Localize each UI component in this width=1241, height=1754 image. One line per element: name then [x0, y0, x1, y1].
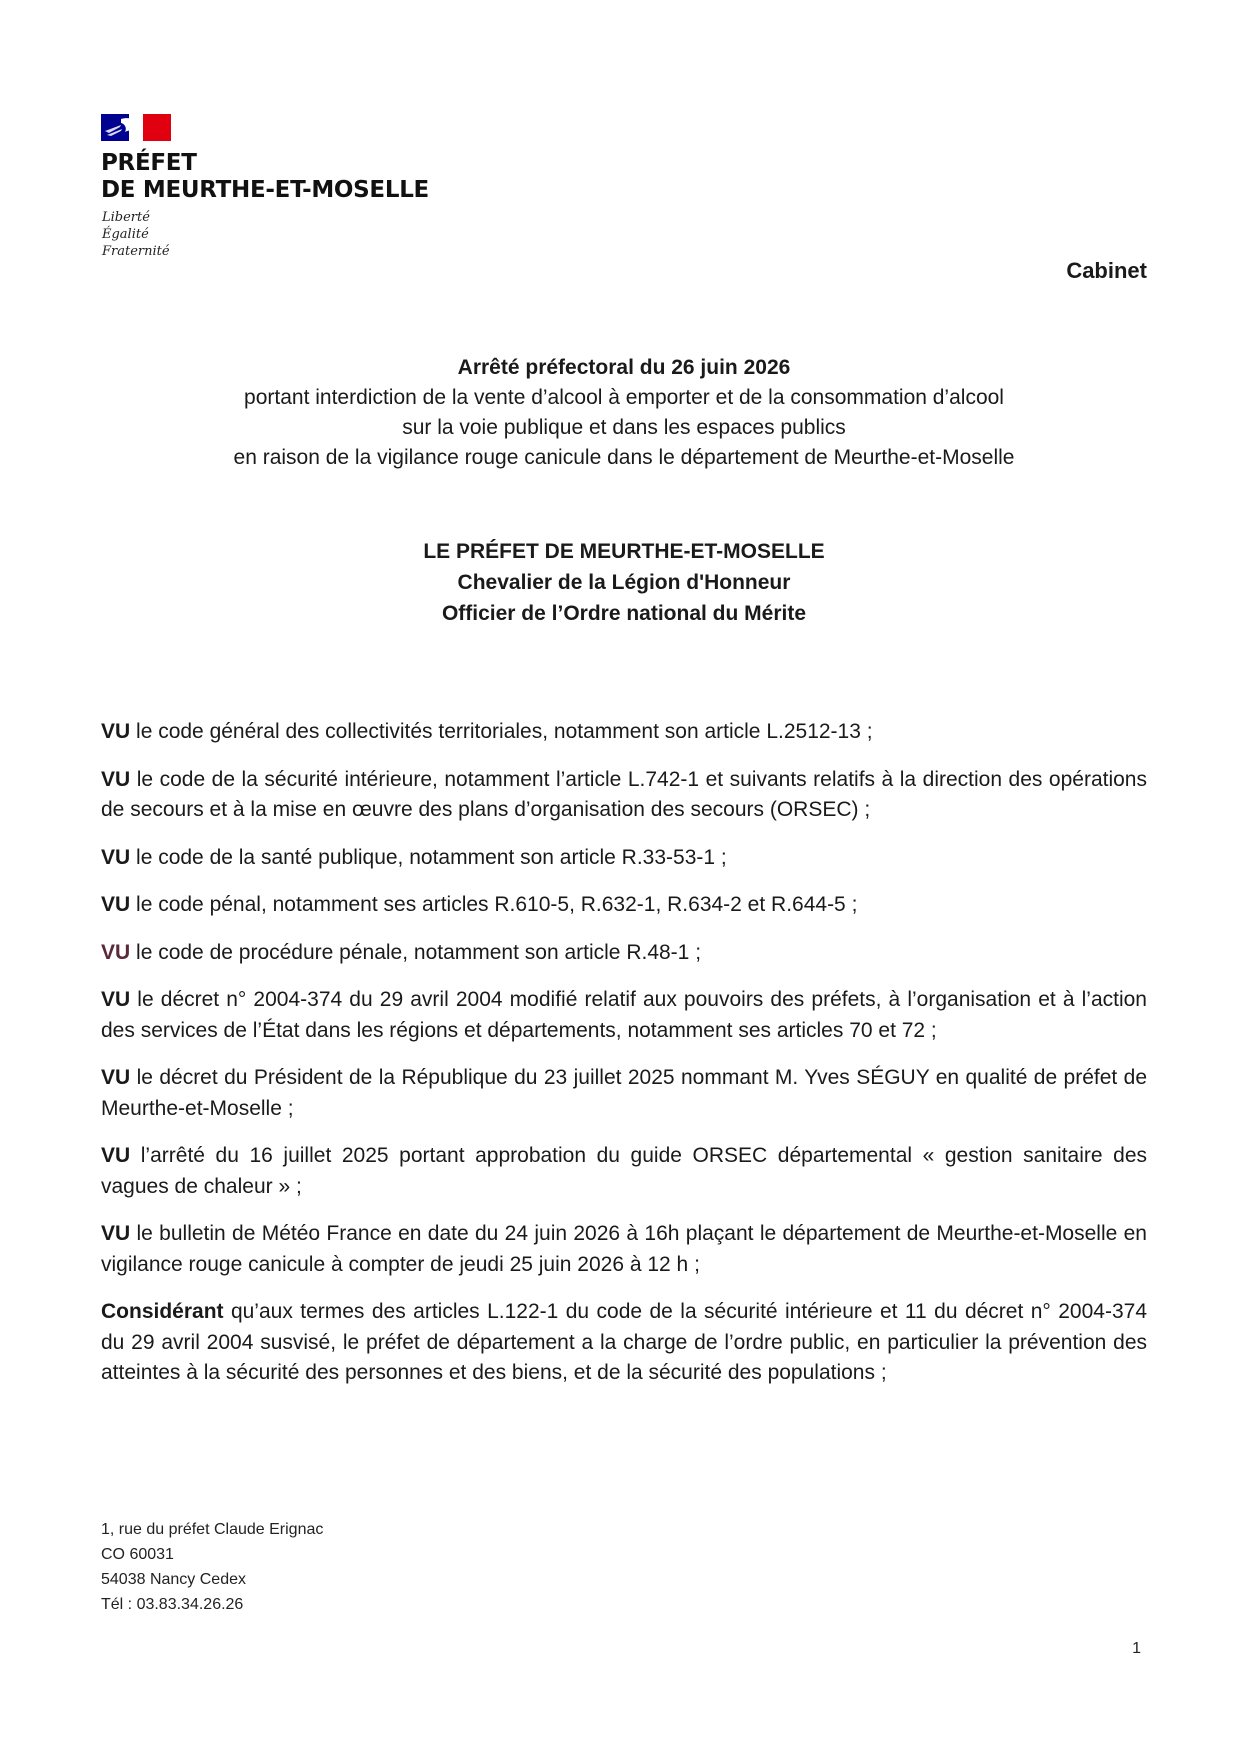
- decree-subject-line-1: portant interdiction de la vente d’alcool à emporter et de la consommation d’alcool: [244, 386, 1004, 409]
- visa-lead: VU: [101, 893, 131, 916]
- decree-title: [101, 353, 1147, 473]
- visa-paragraph: [101, 843, 1147, 874]
- logo-line-2: DE MEURTHE-ET-MOSELLE: [101, 177, 429, 203]
- prefect-titles: [101, 536, 1147, 629]
- address-street: 1, rue du préfet Claude Erignac: [101, 1521, 324, 1538]
- visa-lead: VU: [101, 1066, 131, 1089]
- visa-paragraph: [101, 938, 1147, 969]
- address-box: CO 60031: [101, 1546, 174, 1563]
- visa-text: le code général des collectivités territoriales, notamment son article L.2512-13 ;: [130, 720, 873, 743]
- visa-text: le décret du Président de la République du 23 juillet 2025 nommant M. Yves SÉGUY en qualité de préfet de Meurthe-et-Moselle ;: [101, 1066, 1147, 1120]
- considerant-lead: Considérant: [101, 1300, 224, 1323]
- visa-text: le bulletin de Météo France en date du 24 juin 2026 à 16h plaçant le département de Meurthe-et-Moselle en vigilance rouge canicule à compter de jeudi 25 juin 2026 à 12 h ;: [101, 1222, 1147, 1276]
- visa-paragraph: [101, 890, 1147, 921]
- visa-paragraph: [101, 1063, 1147, 1124]
- decree-subject-line-3: en raison de la vigilance rouge canicule dans le département de Meurthe-et-Moselle: [233, 446, 1015, 469]
- footer-address: [101, 1517, 323, 1617]
- visa-lead: VU: [101, 1222, 131, 1245]
- visa-lead: VU: [101, 767, 131, 791]
- visa-paragraph: [101, 985, 1147, 1046]
- visa-paragraph: [101, 1141, 1147, 1202]
- visa-text: le code de la sécurité intérieure, notamment l’article L.742-1 et suivants relatifs à la direction des opérations de secours et à la mise en œuvre des plans d’organisation des secours (ORSEC) ;: [101, 767, 1147, 821]
- prefect-name: LE PRÉFET DE MEURTHE-ET-MOSELLE: [423, 540, 825, 563]
- considerant-text: qu’aux termes des articles L.122-1 du code de la sécurité intérieure et 11 du décret n° 2004-374 du 29 avril 2004 susvisé, le préfet de département a la charge de l’ordre public, en particulier la prévention des atteintes à la sécurité des personnes et des biens, et de la sécurité des populations ;: [101, 1300, 1147, 1384]
- marianne-flag-icon: [101, 114, 171, 141]
- prefect-honor-1: Chevalier de la Légion d'Honneur: [457, 571, 791, 594]
- considerant-paragraph: [101, 1297, 1147, 1389]
- logo-title: [101, 150, 501, 204]
- visa-paragraph: [101, 1219, 1147, 1280]
- decree-subject-line-2: sur la voie publique et dans les espaces publics: [402, 416, 846, 439]
- visa-paragraph: [101, 765, 1147, 826]
- motto-liberte: Liberté: [102, 210, 150, 225]
- visa-text: le décret n° 2004-374 du 29 avril 2004 modifié relatif aux pouvoirs des préfets, à l’organisation et à l’action des services de l’État dans les régions et départements, notamment ses articles 70 et 72 ;: [101, 988, 1147, 1042]
- visa-text: le code pénal, notamment ses articles R.610-5, R.632-1, R.634-2 et R.644-5 ;: [130, 893, 858, 916]
- visa-lead: VU: [101, 845, 131, 869]
- visa-lead: VU: [101, 1144, 131, 1167]
- address-city: 54038 Nancy Cedex: [101, 1571, 246, 1588]
- visa-text: le code de la santé publique, notamment son article R.33-53-1 ;: [130, 845, 727, 869]
- motto-egalite: Égalité: [102, 227, 149, 242]
- visa-text: le code de procédure pénale, notamment son article R.48-1 ;: [130, 940, 702, 964]
- republic-motto: [102, 209, 302, 260]
- visas-list: [101, 717, 1147, 1406]
- page-number: 1: [1132, 1640, 1141, 1657]
- visa-lead: VU: [101, 988, 131, 1011]
- visa-text: l’arrêté du 16 juillet 2025 portant approbation du guide ORSEC départemental « gestion sanitaire des vagues de chaleur » ;: [101, 1144, 1147, 1198]
- logo-line-1: PRÉFET: [101, 150, 197, 176]
- prefect-honor-2: Officier de l’Ordre national du Mérite: [441, 602, 807, 625]
- address-phone: Tél : 03.83.34.26.26: [101, 1596, 244, 1613]
- decree-title-date: Arrêté préfectoral du 26 juin 2026: [457, 356, 791, 379]
- service-name: Cabinet: [1066, 258, 1147, 283]
- motto-fraternite: Fraternité: [102, 244, 170, 259]
- visa-paragraph: [101, 717, 1147, 748]
- visa-lead: VU: [101, 720, 131, 743]
- visa-lead: VU: [101, 940, 131, 964]
